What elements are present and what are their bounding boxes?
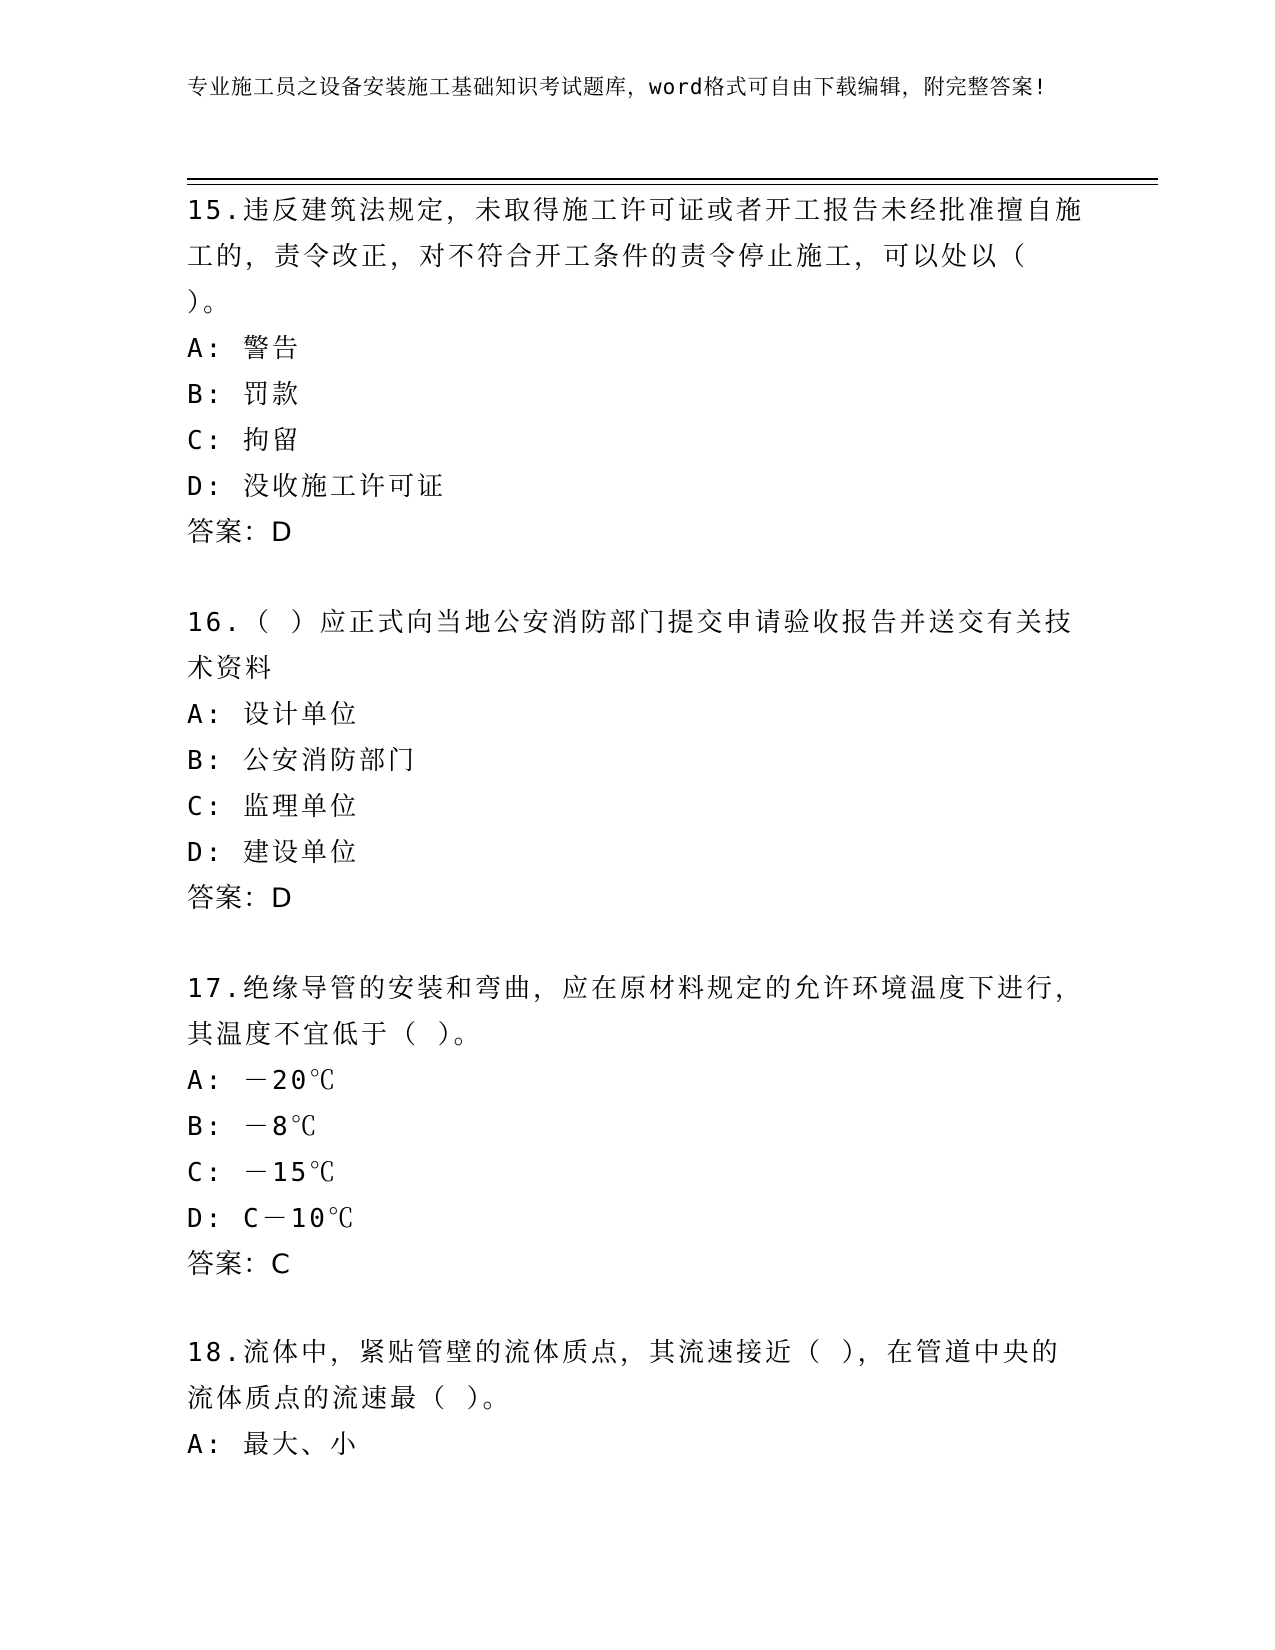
option-b xyxy=(187,1104,1087,1150)
option-text: 没收施工许可证 xyxy=(242,472,446,502)
option-c xyxy=(187,784,1087,830)
header-divider-thin xyxy=(187,184,1158,185)
question-stem: 18.流体中，紧贴管壁的流体质点，其流速接近（ ），在管道中央的流体质点的流速最（ ）。 xyxy=(187,1338,1061,1414)
option-label: D: xyxy=(187,1204,225,1234)
option-a xyxy=(187,326,1087,372)
question-15 xyxy=(187,188,1087,556)
answer-line: 答案：D xyxy=(187,517,293,548)
option-a xyxy=(187,1422,1087,1468)
option-label: D: xyxy=(187,472,225,502)
option-a xyxy=(187,692,1087,738)
option-text: 设计单位 xyxy=(242,700,359,730)
option-b xyxy=(187,372,1087,418)
option-text: 拘留 xyxy=(242,426,301,456)
option-text: －20℃ xyxy=(242,1066,339,1096)
option-text: －15℃ xyxy=(242,1158,339,1188)
option-label: C: xyxy=(187,1158,225,1188)
option-c xyxy=(187,418,1087,464)
option-text: 公安消防部门 xyxy=(242,746,417,776)
option-b xyxy=(187,738,1087,784)
option-c xyxy=(187,1150,1087,1196)
option-d xyxy=(187,830,1087,876)
question-16 xyxy=(187,600,1087,922)
option-text: 最大、小 xyxy=(242,1430,359,1460)
option-text: 建设单位 xyxy=(242,838,359,868)
answer-line: 答案：D xyxy=(187,883,293,914)
answer-line: 答案：C xyxy=(187,1249,291,1280)
question-stem: 17.绝缘导管的安装和弯曲，应在原材料规定的允许环境温度下进行，其温度不宜低于（ ）。 xyxy=(187,974,1084,1050)
question-stem: 16.（ ）应正式向当地公安消防部门提交申请验收报告并送交有关技术资料 xyxy=(187,608,1074,684)
option-text: 罚款 xyxy=(242,380,301,410)
question-17 xyxy=(187,966,1087,1288)
option-label: B: xyxy=(187,746,225,776)
option-a xyxy=(187,1058,1087,1104)
option-text: 监理单位 xyxy=(242,792,359,822)
option-text: －8℃ xyxy=(242,1112,320,1142)
option-label: C: xyxy=(187,426,225,456)
option-label: A: xyxy=(187,1430,225,1460)
option-label: C: xyxy=(187,792,225,822)
option-text: 警告 xyxy=(242,334,301,364)
option-label: B: xyxy=(187,380,225,410)
option-label: A: xyxy=(187,334,225,364)
option-label: D: xyxy=(187,838,225,868)
option-d xyxy=(187,464,1087,510)
option-label: B: xyxy=(187,1112,225,1142)
option-label: A: xyxy=(187,700,225,730)
question-stem: 15.违反建筑法规定，未取得施工许可证或者开工报告未经批准擅自施工的，责令改正，对不符合开工条件的责令停止施工，可以处以（ ）。 xyxy=(187,196,1084,318)
option-d xyxy=(187,1196,1087,1242)
option-text: C－10℃ xyxy=(242,1204,357,1234)
option-label: A: xyxy=(187,1066,225,1096)
question-18 xyxy=(187,1330,1087,1468)
document-header: 专业施工员之设备安装施工基础知识考试题库，word格式可自由下载编辑，附完整答案! xyxy=(187,75,1048,99)
header-divider-thick xyxy=(187,178,1158,180)
